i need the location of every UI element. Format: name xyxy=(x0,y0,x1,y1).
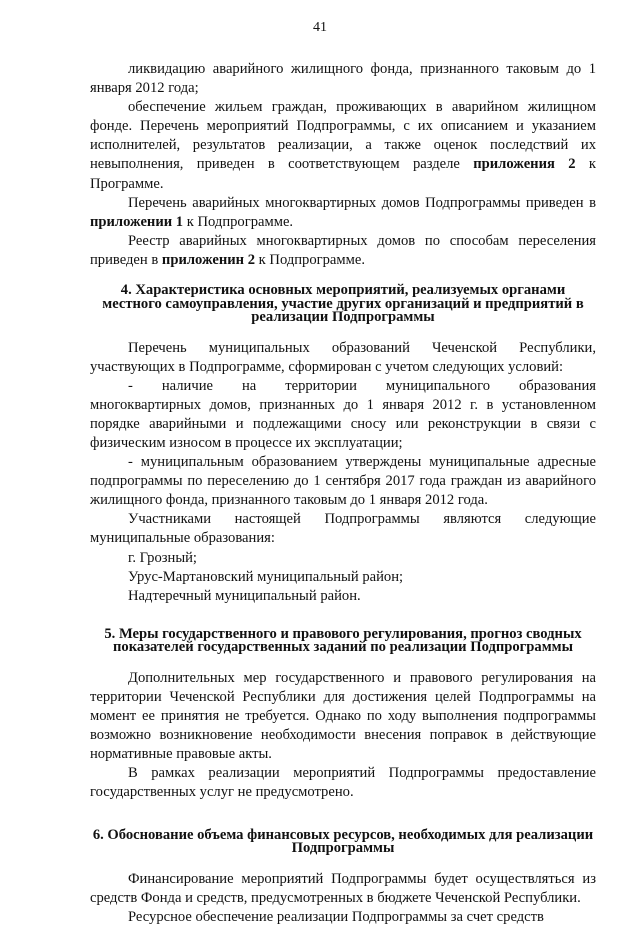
section-6-heading: 6. Обоснование объема финансовых ресурсов, необходимых для реализации Подпрограммы xyxy=(92,826,594,856)
section-4-paragraph-1: Перечень муниципальных образований Чеченской Республики, участвующих в Подпрограмме, сформирован с учетом следующих условий: xyxy=(90,339,596,375)
dash-word: - xyxy=(128,377,133,394)
intro-paragraph-4: Реестр аварийных многоквартирных домов по способам переселения приведен в приложенин 2 к Подпрограмме. xyxy=(90,232,596,268)
dash-word: наличие xyxy=(161,377,213,394)
participant-item: Урус-Мартановский муниципальный район; xyxy=(128,568,404,585)
section-4-paragraph-3: - муниципальным образованием утверждены муниципальные адресные подпрограммы по переселению до 1 сентября 2017 года граждан из аварийного жилищного фонда, признанного таковым до 1 января 2012 года. xyxy=(90,454,596,509)
section-4-paragraph-4: Участниками настоящей Подпрограммы являются следующие муниципальные образования: xyxy=(90,511,596,547)
intro-paragraph-1: ликвидацию аварийного жилищного фонда, признанного таковым до 1 января 2012 года; xyxy=(90,61,596,97)
dash-word: территории xyxy=(285,377,357,394)
page-number: 41 xyxy=(313,20,327,35)
section-4-heading: 4. Характеристика основных мероприятий, реализуемых органами местного самоуправления, участие других организаций и предприятий в реализации Подпрограммы xyxy=(102,282,584,326)
document-body xyxy=(90,60,596,927)
section-6-paragraph-1: Финансирование мероприятий Подпрограммы будет осуществляться из средств Фонда и средств, предусмотренных в бюджете Чеченской Республики. xyxy=(90,870,596,906)
participant-item: Надтеречный муниципальный район. xyxy=(128,587,361,604)
section-5-paragraph-2: В рамках реализации мероприятий Подпрограммы предоставление государственных услуг не предусмотрено. xyxy=(90,765,596,801)
section-5-heading: 5. Меры государственного и правового регулирования, прогноз сводных показателей государственных заданий по реализации Подпрограммы xyxy=(104,625,582,656)
section-4-condition-first-line xyxy=(90,377,596,396)
dash-word: образования xyxy=(518,377,596,394)
intro-paragraph-3: Перечень аварийных многоквартирных домов Подпрограммы приведен в приложении 1 к Подпрограмме. xyxy=(90,194,596,230)
section-4-condition-rest: многоквартирных домов, признанных до 1 января 2012 г. в установленном порядке аварийными и подлежащими сносу или реконструкции в связи с физическим износом в процессе их эксплуатации; xyxy=(90,396,596,451)
dash-word: на xyxy=(241,377,257,394)
dash-word: муниципального xyxy=(385,377,491,394)
intro-paragraph-2: обеспечение жильем граждан, проживающих в аварийном жилищном фонде. Перечень мероприятий Подпрограммы, с их описанием и указанием исполнителей, результатов реализации, а также оценок последствий их невыполнения, приведен в соответствующем разделе приложения 2 к Программе. xyxy=(90,99,596,192)
section-6-paragraph-2: Ресурсное обеспечение реализации Подпрограммы за счет средств xyxy=(128,908,544,925)
participant-item: г. Грозный; xyxy=(128,549,197,566)
section-5-paragraph-1: Дополнительных мер государственного и правового регулирования на территории Чеченской Республики для достижения целей Подпрограммы на момент ее принятия не требуется. Однако по ходу выполнения подпрограммы возможно возникновение необходимости внесения поправок в действующие нормативные правовые акты. xyxy=(90,669,596,763)
